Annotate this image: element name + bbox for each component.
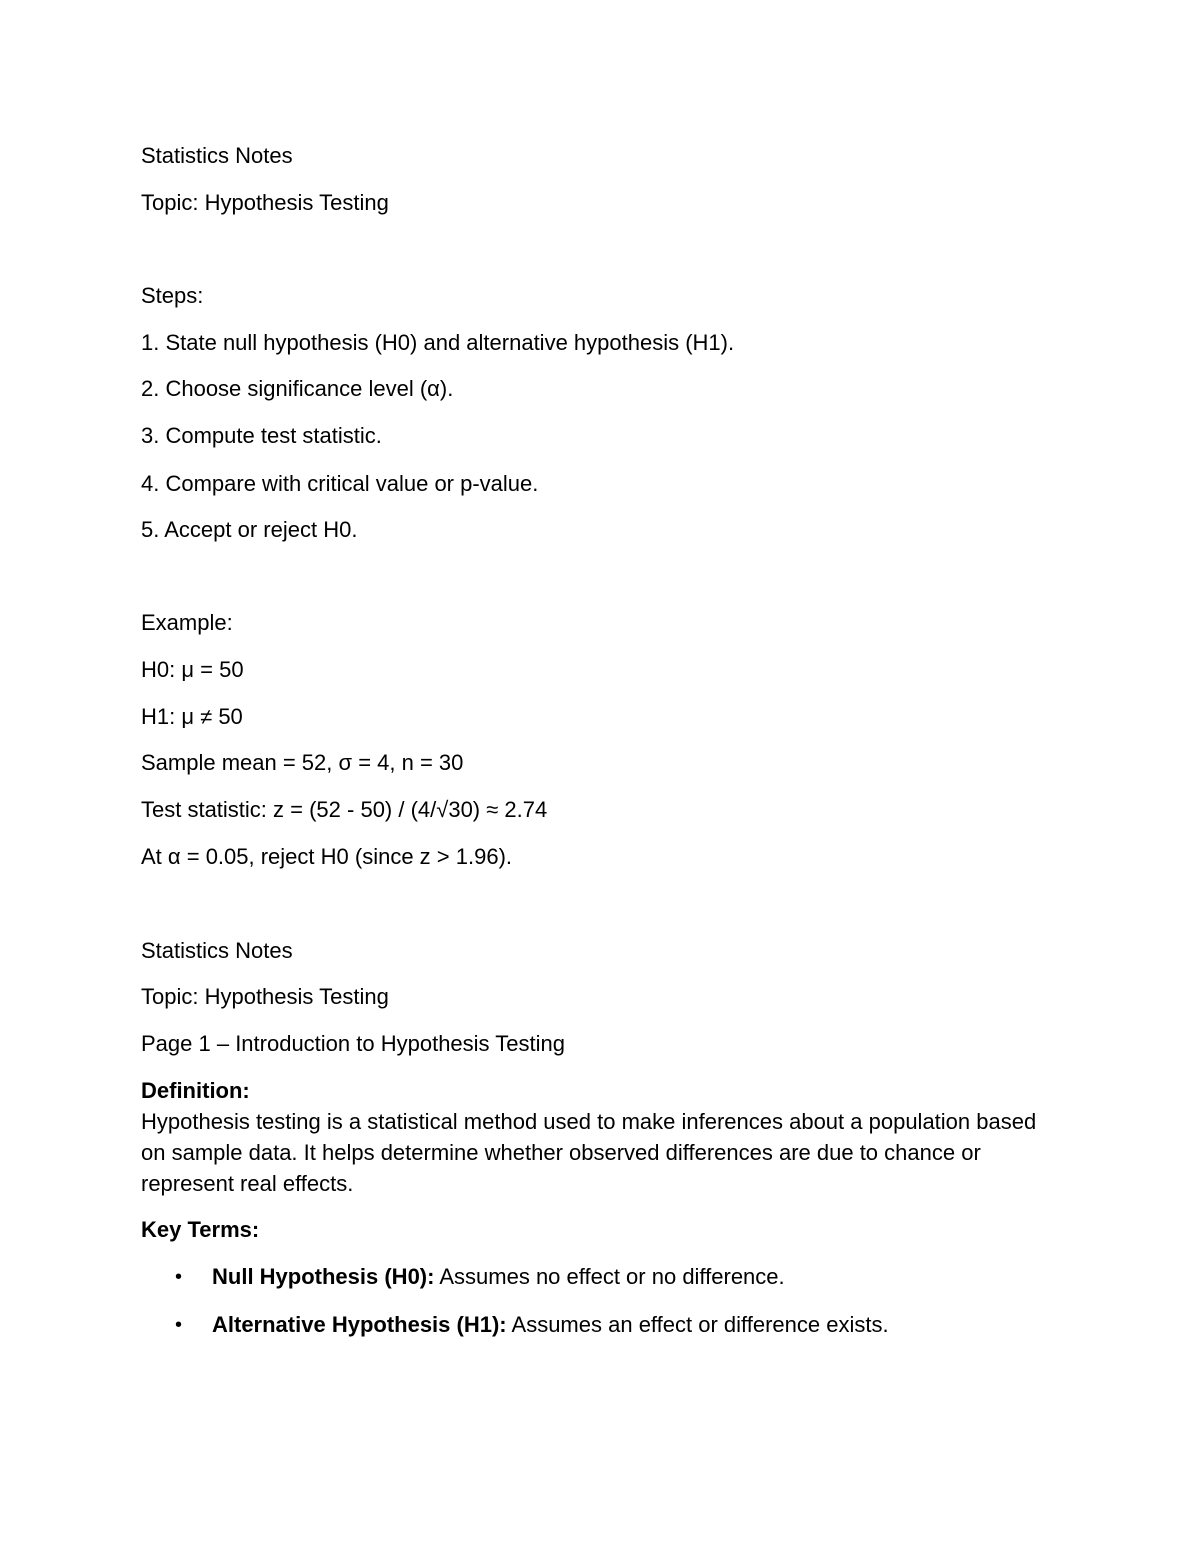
- example-line: Test statistic: z = (52 - 50) / (4/√30) ≈ 2.74: [141, 797, 548, 822]
- step-item: 2. Choose significance level (α).: [141, 376, 454, 401]
- step-item: 3. Compute test statistic.: [141, 423, 382, 448]
- example-line: At α = 0.05, reject H0 (since z > 1.96).: [141, 844, 513, 869]
- key-term-name: Null Hypothesis (H0):: [212, 1264, 435, 1289]
- key-term-text: [212, 1311, 889, 1339]
- topic-line: Topic: Hypothesis Testing: [141, 190, 389, 215]
- example-line: H0: μ = 50: [141, 657, 244, 682]
- key-term-description: Assumes no effect or no difference.: [434, 1264, 785, 1289]
- key-term-name: Alternative Hypothesis (H1):: [212, 1312, 507, 1337]
- example-line: H1: μ ≠ 50: [141, 704, 243, 729]
- key-terms-label: Key Terms:: [141, 1217, 260, 1242]
- topic-line: Topic: Hypothesis Testing: [141, 984, 389, 1009]
- definition-text: Hypothesis testing is a statistical method used to make inferences about a population based on sample data. It helps determine whether observed differences are due to chance or represent real effects.: [141, 1109, 1037, 1196]
- key-term-text: [212, 1263, 785, 1291]
- step-item: 5. Accept or reject H0.: [141, 517, 358, 542]
- example-heading: Example:: [141, 610, 233, 635]
- steps-heading: Steps:: [141, 283, 204, 308]
- step-item: 4. Compare with critical value or p-value.: [141, 471, 539, 496]
- bullet-icon: •: [175, 1314, 183, 1336]
- bullet-icon: •: [175, 1266, 183, 1288]
- example-line: Sample mean = 52, σ = 4, n = 30: [141, 750, 464, 775]
- key-term-description: Assumes an effect or difference exists.: [506, 1312, 889, 1337]
- notes-title: Statistics Notes: [141, 938, 293, 963]
- step-item: 1. State null hypothesis (H0) and alternative hypothesis (H1).: [141, 330, 735, 355]
- page-heading: Page 1 – Introduction to Hypothesis Testing: [141, 1031, 565, 1056]
- notes-title: Statistics Notes: [141, 143, 293, 168]
- definition-label: Definition:: [141, 1078, 250, 1103]
